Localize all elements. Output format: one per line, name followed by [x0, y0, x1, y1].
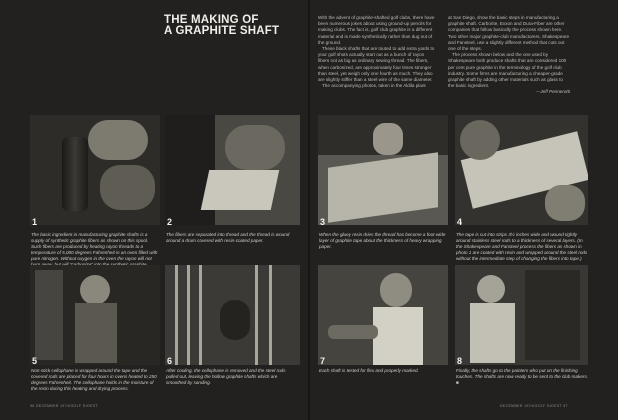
- caption-text: The tape is cut into strips 3½ inches wide and wound tightly around stainless steel rods to a thickness of several layers. (In the Shakespeare and Fansteel process the fibers as shown in photo 1 are coated with resin and wrapped around the steel rods without the intermediate step of changing the fibers into tape.): [456, 232, 588, 261]
- caption-7: [319, 368, 447, 374]
- intro-column-1: [318, 15, 436, 89]
- caption-4: [456, 232, 588, 262]
- caption-text: The basic ingredient in manufacturing graphite shafts is a supply of synthetic graphite fibers as shown on this spool. Such fibers are produced by heating rayon threads to a temperature of 5,000 degrees Fahrenheit in an oven filled with pure nitrogen. Without oxygen in the oven the rayon will not: [31, 232, 158, 261]
- title-line-1: THE MAKING OF: [164, 14, 259, 26]
- caption-5: [31, 368, 159, 392]
- photo-number-2: 2: [167, 217, 173, 227]
- photo-number-3: 3: [320, 217, 326, 227]
- photo-number-1: 1: [32, 217, 38, 227]
- intro-column-2: [448, 15, 570, 96]
- intro-paragraph: These black shafts that are touted to add extra yards to your golf shots actually start out as a bunch of rayon fibers not as big as ordinary sewing thread. The fibers, when carbonized, are approximately four times stronger than steel, yet weigh only one fourth as much. They also are slightly stiffer than a steel wire of the same diameter.: [318, 46, 435, 83]
- caption-3: [319, 232, 447, 250]
- caption-text: After cooling, the cellophane is removed and the steel rods pulled out, leaving the hollow graphite shafts which are smoothed by sanding.: [166, 368, 286, 385]
- caption-8: [456, 368, 588, 386]
- caption-text: Finally, the shafts go to the painters who put on the finishing touches. The shafts are now ready to be sent to the club makers. ■: [456, 368, 589, 385]
- photo-8-painting: [455, 265, 588, 365]
- caption-text: The fibers are separated into thread and the thread is wound around a drum covered with resin-coated paper.: [166, 232, 290, 243]
- photo-2-winding-drum: [165, 115, 300, 225]
- intro-paragraph: The process shown below and the one used by Shakespeare both produce shafts that are considered 100 per cent pure graphite in the terminology of the golf club industry. Some firms are manufacturing a cheaper-grade graphite shaft by adding other materials such as glass to the basic ingredient.: [448, 52, 567, 89]
- intro-paragraph: at San Diego, show the basic steps in manufacturing a graphite shaft. Carborite, Exxon and Dura-Fiber are other companies that follow basically the process shown here. Two other major graphite-club manufacturers, Shakespeare and Fansteel, use a slightly different method that cuts out one of the steps.: [448, 15, 570, 52]
- photo-number-7: 7: [320, 356, 326, 366]
- caption-2: [166, 232, 298, 244]
- article-title: [164, 15, 294, 37]
- photo-3-graphite-tape: [318, 115, 448, 225]
- caption-text: Each shaft is tested for flex and properly marked.: [319, 368, 419, 373]
- photo-5-oven: [30, 265, 160, 365]
- photo-number-8: 8: [457, 356, 463, 366]
- intro-paragraph: With the advent of graphite-shafted golf clubs, there have been numerous jokes about using ground-up pencils for making clubs. The fact is, golf club graphite is a different material and is made synthetically rather than dug out of the ground.: [318, 15, 435, 45]
- photo-number-6: 6: [167, 356, 173, 366]
- caption-text: Non-stick cellophane is wrapped around the tape and the covered rods are placed for four hours in ovens heated to 250 degrees Fahrenheit. The cellophane holds in the moisture of the resin during this heating and drying process.: [31, 368, 157, 391]
- photo-7-flex-testing: [318, 265, 448, 365]
- photo-4-cutting-tape: [455, 115, 588, 225]
- page-folio-left: 56 DECEMBER 1974/GOLF DIGEST: [30, 404, 98, 408]
- intro-paragraph: The accompanying photos, taken in the Aldila plant: [322, 83, 426, 89]
- page-gutter: [308, 0, 310, 420]
- caption-6: [166, 368, 298, 386]
- page-folio-right: DECEMBER 1974/GOLF DIGEST 57: [500, 404, 568, 408]
- title-line-2: A GRAPHITE SHAFT: [164, 25, 280, 37]
- photo-number-5: 5: [32, 356, 38, 366]
- caption-text: When the gluey resin dries the thread has become a foot-wide layer of graphite tape about the thickness of heavy wrapping paper.: [319, 232, 446, 249]
- photo-number-4: 4: [457, 217, 463, 227]
- caption-1: [31, 232, 159, 268]
- photo-1-graphite-spool: [30, 115, 160, 225]
- photo-6-shaft-rods: [165, 265, 300, 365]
- author-byline: —Jeff Pennerotti: [535, 89, 570, 95]
